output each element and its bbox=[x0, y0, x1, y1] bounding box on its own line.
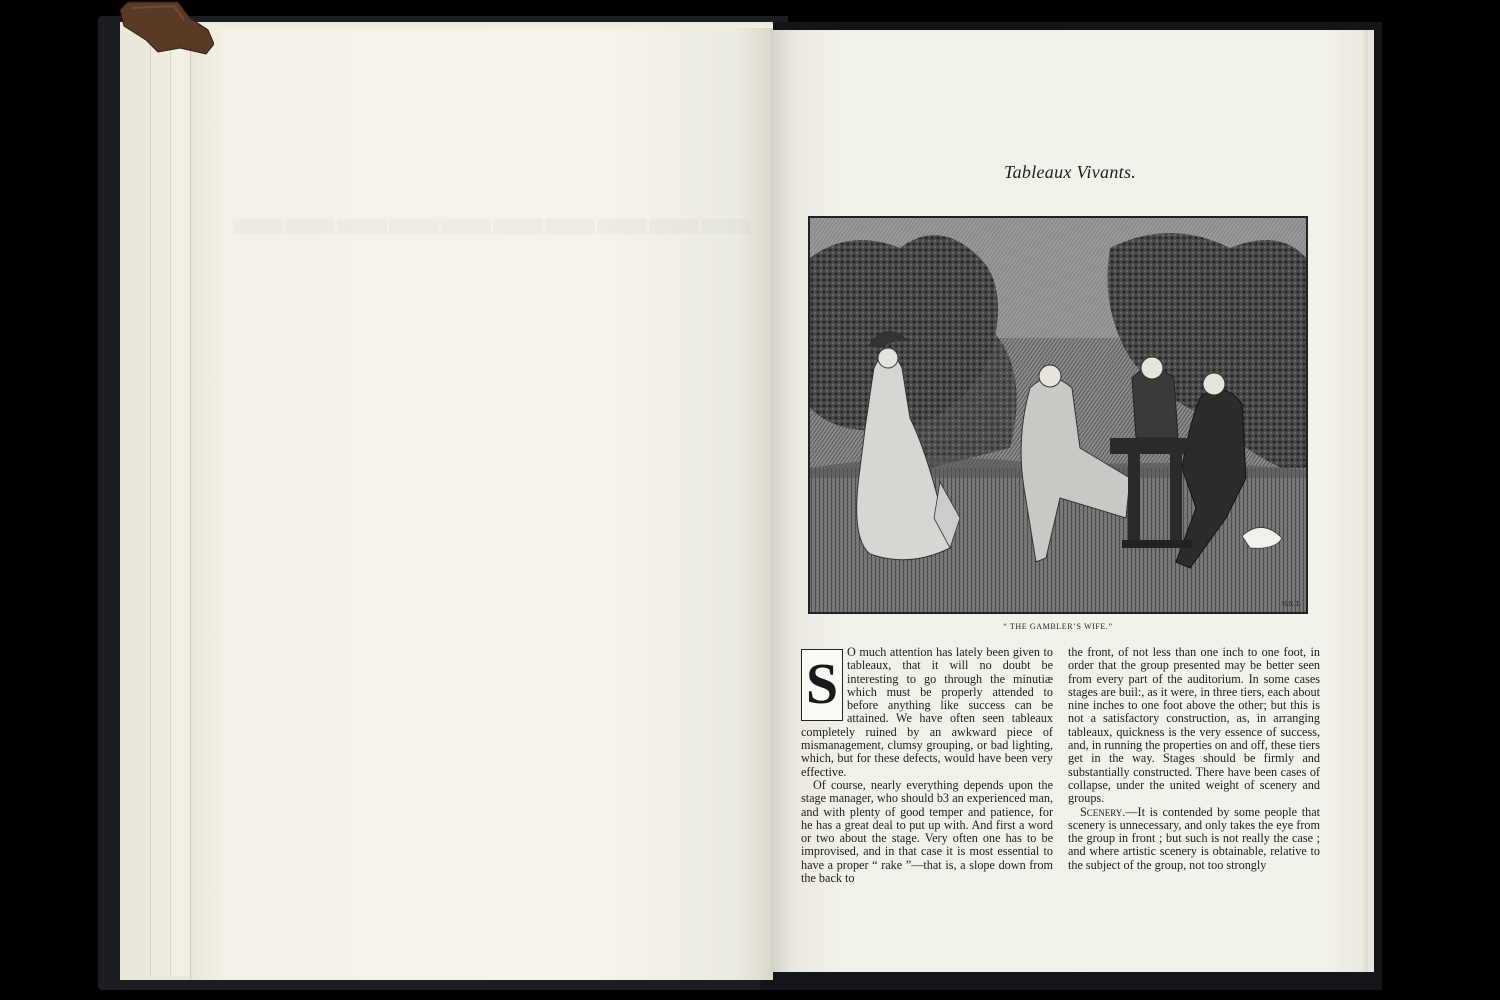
engraver-signature: H.R.T. bbox=[1282, 600, 1301, 608]
garden-scene-engraving bbox=[810, 218, 1306, 612]
section-heading-scenery: Scenery. bbox=[1080, 804, 1126, 819]
illustration-caption: “ THE GAMBLER’S WIFE.” bbox=[1003, 622, 1113, 631]
paragraph-text: —It is contended by some people that scenery is unnecessary, and only takes the eye from the group in front ; but such is not really the case ; and where artistic scenery is obtainable, relative to the subject of the group, not too strongly bbox=[1068, 804, 1320, 872]
paragraph bbox=[1068, 806, 1320, 872]
right-page bbox=[770, 30, 1374, 972]
paragraph: Of course, nearly everything depends upon the stage manager, who should b3 an experienced man, and with plenty of good temper and patience, for he has a great deal to put up with. And first a word or two about the stage. Very often one has to be improvised, and in that case it is most essential to have a proper “ rake ”—that is, a slope down from the back to bbox=[801, 777, 1053, 886]
bleed-through-shadow: ▬▬▬▬▬▬▬▬▬▬ bbox=[231, 189, 751, 245]
paragraph bbox=[801, 646, 1053, 779]
leather-bookmark-tab[interactable] bbox=[118, 0, 214, 58]
text-column-left bbox=[801, 646, 1053, 885]
left-page-blank bbox=[190, 28, 773, 980]
running-head: Tableaux Vivants. bbox=[1003, 162, 1137, 182]
engraving-illustration bbox=[808, 216, 1308, 614]
drop-cap-letter: S bbox=[805, 651, 839, 716]
text-column-right bbox=[1068, 646, 1320, 872]
ornamental-drop-cap bbox=[801, 649, 843, 721]
paragraph: the front, of not less than one inch to one foot, in order that the group presented may be better seen from every part of the auditorium. In some cases stages are buil:, as it were, in three tiers, each about nine inches to one foot above the other; but this is not a satisfactory construction, as, in arranging tableaux, quickness is the very essence of success, and, in running the properties on and off, these tiers get in the way. Stages should be firmly and substantially constructed. There have been cases of collapse, under the united weight of scenery and groups. bbox=[1068, 645, 1320, 806]
paragraph-text: O much attention has lately been given to tableaux, that it will no doubt be interesting to go through the minutiæ which must be properly attended to before anything like success can be attained. We have often seen tableaux completely ruined by an awkward piece of mismanagement, clumsy grouping, or bad lighting, which, but for these defects, would have been very effective. bbox=[801, 645, 1053, 779]
